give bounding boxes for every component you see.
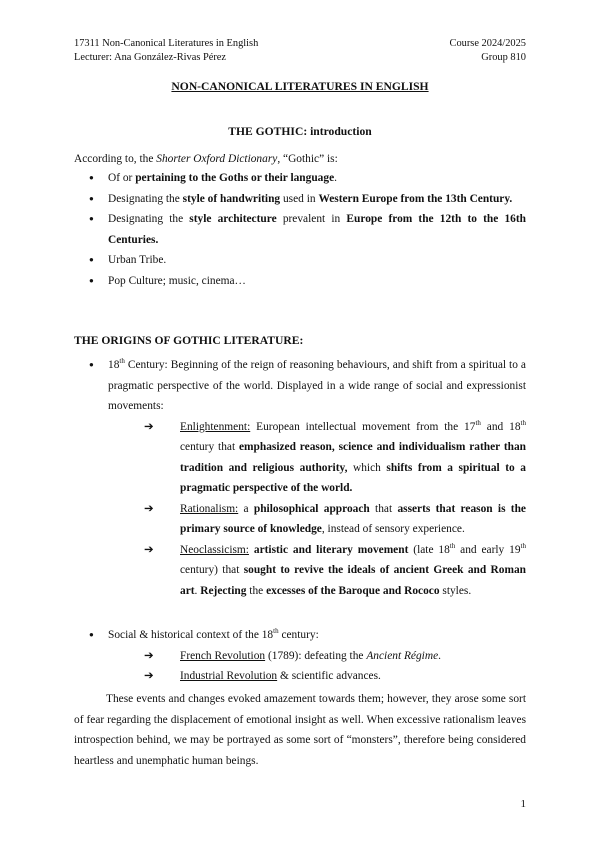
list-item-enlightenment (144, 417, 526, 499)
term: French Revolution (180, 649, 266, 662)
list-item (74, 625, 526, 687)
bold-text: Western Europe from the 13th Century. (318, 192, 513, 205)
text: and 18 (480, 420, 521, 433)
superscript: th (520, 541, 526, 550)
bold-text: Rejecting (200, 584, 247, 597)
header-row-1 (74, 37, 526, 51)
text: Social & historical context of the 18 (108, 629, 274, 641)
intro-suffix: , “Gothic” is: (277, 153, 338, 165)
text: . (438, 649, 441, 662)
bold-text: style architecture (189, 213, 277, 225)
list-item-rationalism (144, 499, 526, 540)
text: used in (280, 192, 319, 205)
superscript: th (520, 418, 526, 427)
group: Group 810 (481, 52, 526, 63)
bullet-dot-icon: ● (89, 360, 94, 369)
document-title: NON-CANONICAL LITERATURES IN ENGLISH (171, 80, 429, 93)
section-subtitle: THE GOTHIC: introduction (228, 125, 372, 138)
bold-text: emphasized reason, science and individualism rather than tradition and religious authority, (180, 441, 527, 474)
text: . (334, 172, 337, 184)
text: (late 18 (408, 543, 450, 556)
text: European intellectual movement from the 17 (250, 420, 476, 433)
right-arrow-icon: ➔ (144, 420, 154, 433)
text: a (238, 502, 254, 515)
text: 18 (108, 359, 120, 371)
page-number: 1 (520, 798, 526, 810)
bold-text: artistic and literary movement (253, 543, 409, 556)
text: & scientific advances. (277, 670, 381, 682)
intro-prefix: According to, the (74, 153, 157, 165)
list-item-french-revolution (144, 646, 526, 667)
superscript: th (449, 541, 456, 550)
term: Industrial Revolution (180, 670, 278, 682)
bullet-dot-icon: ● (89, 173, 94, 182)
bullet-dot-icon: ● (89, 193, 94, 203)
list-item (74, 271, 526, 292)
text: Pop Culture; music, cinema… (108, 274, 246, 287)
text: , instead of sensory experience. (321, 523, 465, 535)
list-item (74, 189, 526, 210)
course-year: Course 2024/2025 (449, 38, 526, 49)
superscript: th (273, 627, 279, 636)
bold-text: style of handwriting (182, 192, 281, 205)
text: the (246, 584, 267, 597)
bold-text: Europe from the 12th to the 16th Centuries. (108, 213, 526, 246)
text: styles. (439, 584, 472, 597)
text: Of or (108, 172, 136, 184)
text: that (369, 502, 398, 515)
bullet-dot-icon: ● (89, 214, 94, 223)
bold-text: philosophical approach (253, 502, 370, 515)
list-item (74, 168, 526, 189)
text: . (194, 584, 201, 597)
text: (1789): defeating the (265, 649, 367, 662)
term: Rationalism: (180, 502, 239, 515)
bullet-dot-icon: ● (89, 255, 94, 264)
text: Designating the (108, 213, 190, 225)
bold-text: shifts from a spiritual to a pragmatic perspective of the world. (180, 461, 526, 494)
definitions-list (74, 168, 526, 291)
lecturer: Lecturer: Ana González-Rivas Pérez (74, 52, 227, 63)
course-code: 17311 Non-Canonical Literatures in English (74, 38, 259, 49)
origins-heading: THE ORIGINS OF GOTHIC LITERATURE: (74, 334, 304, 347)
bold-text: pertaining to the Goths or their language (135, 172, 335, 184)
header-row-2 (74, 51, 526, 65)
text: prevalent in (276, 213, 347, 225)
right-arrow-icon: ➔ (144, 649, 154, 662)
text: century: (278, 629, 319, 641)
superscript: th (475, 418, 481, 427)
bullet-dot-icon: ● (89, 630, 94, 639)
list-item (74, 355, 526, 601)
bullet-dot-icon: ● (89, 275, 94, 285)
term: Enlightenment: (180, 420, 251, 433)
right-arrow-icon: ➔ (144, 670, 154, 682)
text: which (347, 461, 387, 474)
text: and early 19 (455, 543, 521, 556)
term: Neoclassicism: (180, 543, 249, 556)
list-item (74, 209, 526, 250)
superscript: th (119, 357, 125, 366)
text: Urban Tribe. (108, 254, 167, 266)
right-arrow-icon: ➔ (144, 543, 154, 556)
movements-list (108, 417, 526, 602)
closing-paragraph: These events and changes evoked amazement towards them; however, they arose some sort of fear regarding the displacement of emotional insight as well. When excessive rationalism leaves introspection behind, we may be portrayed as some sort of “monsters”, therefore being considered heartless and unemphatic human beings. (74, 693, 526, 767)
intro-line (74, 149, 526, 170)
right-arrow-icon: ➔ (144, 502, 154, 515)
text: century that (180, 441, 239, 453)
bold-text: asserts that reason is the primary source of knowledge (180, 502, 526, 535)
list-item (74, 250, 526, 271)
origins-list (74, 355, 526, 601)
text: Designating the (108, 192, 183, 205)
list-item-neoclassicism (144, 540, 526, 602)
list-item-industrial-revolution (144, 666, 526, 687)
context-list (74, 625, 526, 687)
text: Century: Beginning of the reign of reasoning behaviours, and shift from a spiritual to a pragmatic perspective of the world. Displayed in a wide range of social and expressionist movements: (108, 359, 526, 412)
dictionary-title: Shorter Oxford Dictionary (156, 153, 278, 165)
bold-text: excesses of the Baroque and Rococo (266, 584, 440, 597)
bold-text: sought to revive the ideals of ancient Greek and Roman art (180, 564, 526, 597)
italic-text: Ancient Régime (366, 649, 439, 662)
revolutions-list (108, 646, 526, 687)
text: century) that (180, 564, 244, 576)
